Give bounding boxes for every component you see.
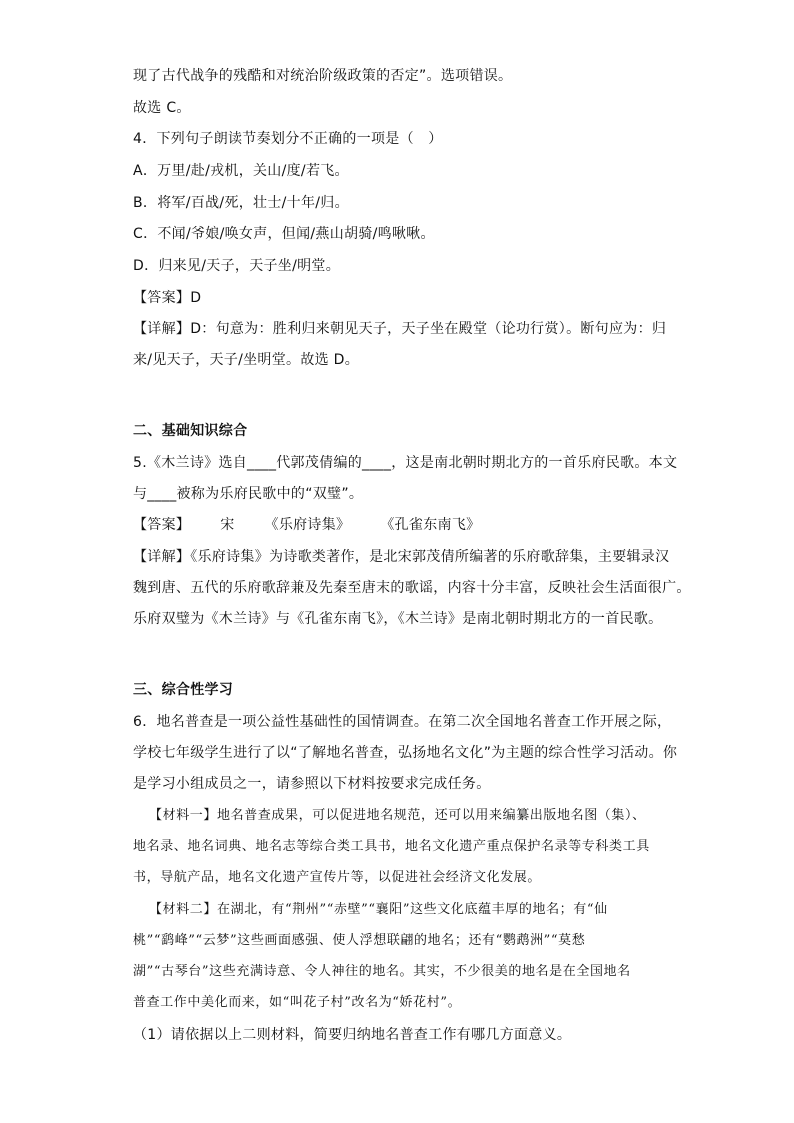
material2-line1: 【材料二】在湖北，有“荆州”“赤壁”“襄阳”这些文化底蕴丰厚的地名；有“仙 bbox=[149, 902, 608, 917]
material1-line3: 书，导航产品，地名文化遗产宣传片等，以促进社会经济文化发展。 bbox=[133, 870, 542, 885]
material2-line2: 桃”“鹞峰”“云梦”这些画面感强、使人浮想联翩的地名；还有“鹦鹉洲”“莫愁 bbox=[133, 933, 586, 948]
material1-line2: 地名录、地名词典、地名志等综合类工具书，地名文化遗产重点保护名录等专科类工具 bbox=[133, 839, 650, 854]
material2-line3: 湖”“古琴台”这些充满诗意、令人神往的地名。其实，不少很美的地名是在全国地名 bbox=[133, 964, 631, 979]
q4-answer: 【答案】D bbox=[133, 290, 202, 306]
q5-stem-line2: 与____被称为乐府民歌中的“双璧”。 bbox=[133, 486, 364, 502]
q4-option-a: A．万里/赴/戎机，关山/度/若飞。 bbox=[133, 163, 349, 179]
q4-stem: 4．下列句子朗读节奏划分不正确的一项是（ ） bbox=[133, 131, 443, 147]
q4-detail-line1: 【详解】D：句意为：胜利归来朝见天子，天子坐在殿堂（论功行赏）。断句应为：归 bbox=[133, 321, 667, 337]
section2-heading: 二、基础知识综合 bbox=[133, 423, 248, 439]
q4-detail-line2: 来/见天子，天子/坐明堂。故选 D。 bbox=[133, 352, 360, 368]
q5-answer-item: 宋 bbox=[220, 517, 235, 533]
q5-answer-label: 【答案】 bbox=[133, 517, 191, 533]
q5-detail-line1: 【详解】《乐府诗集》为诗歌类著作，是北宋郭茂倩所编著的乐府歌辞集，主要辑录汉 bbox=[133, 549, 670, 565]
q6-subquestion-1: （1）请依据以上二则材料，简要归纳地名普查工作有哪几方面意义。 bbox=[133, 1027, 572, 1043]
q6-stem-line3: 是学习小组成员之一，请参照以下材料按要求完成任务。 bbox=[133, 776, 491, 792]
q5-detail-line2: 魏到唐、五代的乐府歌辞兼及先秦至唐末的歌谣，内容十分丰富，反映社会生活面很广。 bbox=[133, 580, 691, 596]
q4-option-d: D．归来见/天子，天子坐/明堂。 bbox=[133, 258, 341, 274]
q6-stem-line2: 学校七年级学生进行了以“了解地名普查，弘扬地名文化”为主题的综合性学习活动。你 bbox=[133, 745, 678, 761]
section3-heading: 三、综合性学习 bbox=[133, 682, 234, 698]
q4-option-b: B．将军/百战/死，壮士/十年/归。 bbox=[133, 195, 349, 211]
q4-option-c: C．不闻/爷娘/唤女声，但闻/燕山胡骑/鸣啾啾。 bbox=[133, 226, 435, 242]
material2-line4: 普查工作中美化而来，如“叫花子村”改名为“娇花村”。 bbox=[133, 995, 462, 1010]
q3-explanation-tail: 现了古代战争的残酷和对统治阶级政策的否定”。选项错误。 bbox=[133, 68, 513, 84]
q6-stem-line1: 6．地名普查是一项公益性基础性的国情调查。在第二次全国地名普查工作开展之际， bbox=[133, 714, 672, 730]
q5-answer-item: 《孔雀东南飞》 bbox=[380, 517, 481, 533]
q3-conclusion: 故选 C。 bbox=[133, 100, 191, 116]
material1-line1: 【材料一】地名普查成果，可以促进地名规范，还可以用来编纂出版地名图（集）、 bbox=[149, 808, 646, 823]
q5-answer-item: 《乐府诗集》 bbox=[264, 517, 351, 533]
q5-stem-line1: 5.《木兰诗》选自____代郭茂倩编的____，这是南北朝时期北方的一首乐府民歌。本文 bbox=[133, 455, 678, 471]
q5-detail-line3: 乐府双璧为《木兰诗》与《孔雀东南飞》，《木兰诗》是南北朝时期北方的一首民歌。 bbox=[133, 611, 663, 627]
q5-answer bbox=[133, 515, 480, 535]
